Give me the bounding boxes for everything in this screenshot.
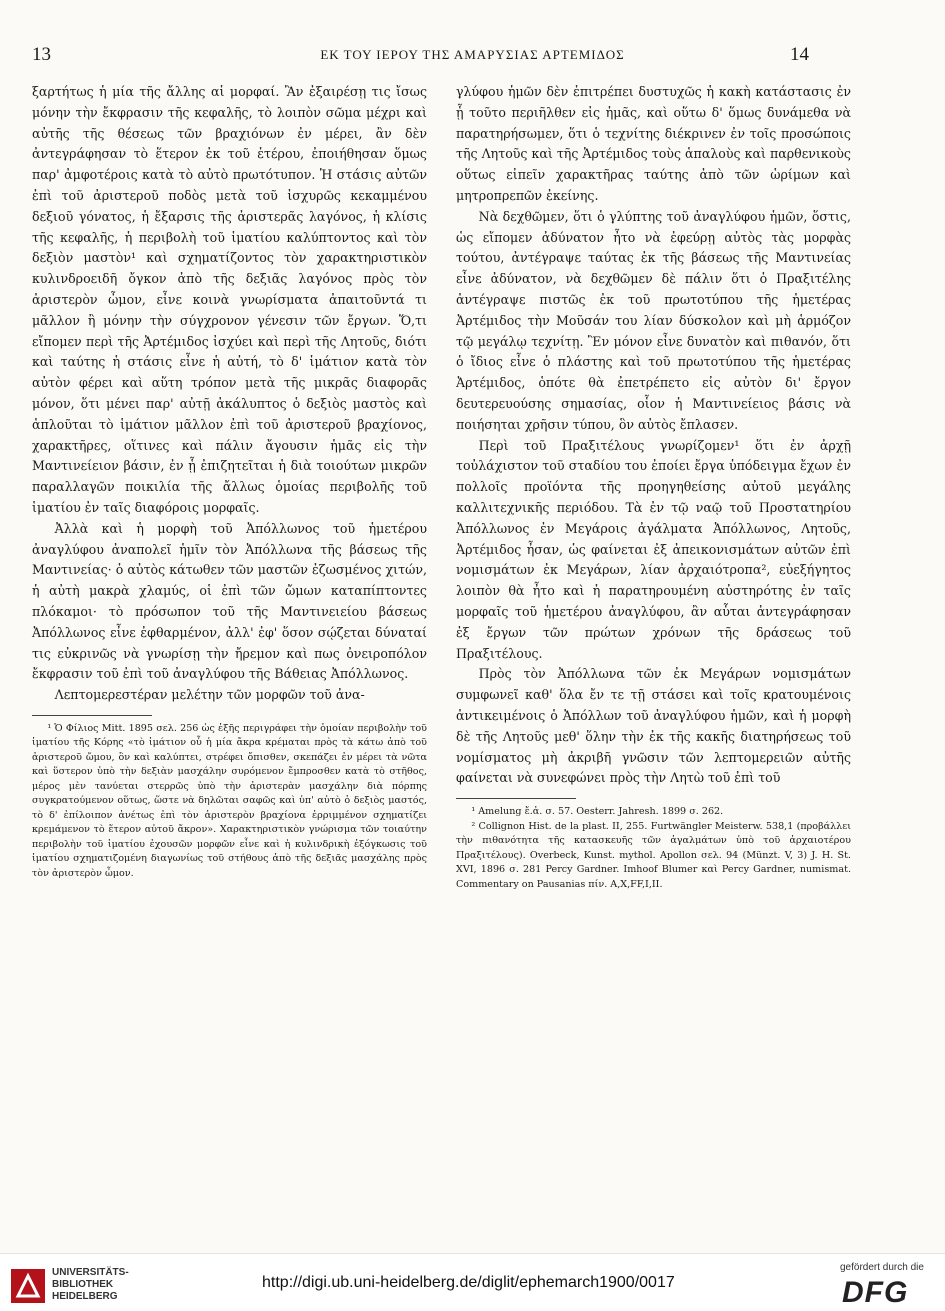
right-paragraph-3: Περὶ τοῦ Πραξιτέλους γνωρίζομεν¹ ὅτι ἐν ἀρχῇ τοὐλάχιστον τοῦ σταδίου του ἐποίει ἔργα ὑπόδειγμα ἔχων ἐν πολλοῖς προϊόντα τῆς προηγηθείσης αὐτοῦ μεγάλης καλλιτεχνικῆς περιόδου. Τὰ ἐν τῷ ναῷ τοῦ Προστατηρίου Ἀπόλλωνος ἐν Μεγάροις ἀγάλματα Ἀπόλλωνος, Λητοῦς, Ἀρτέμιδος ἦσαν, ὡς φαίνεται ἐξ ἀπεικονισμάτων αὐτῶν ἐπὶ νομισμάτων ἐκ Μεγάρων, λίαν ἀρχαιότροπα², εὐεξήγητος λοιπὸν θὰ ἦτο καὶ ἡ παρατηρουμένη αὐστηρότης ἐν ταῖς μορφαῖς τοῦ ἡμετέρου ἀναγλύφου, ἂν αὗται ἀντεγράφησαν ἐξ ἔργων τῶν πρώτων χρόνων τῆς δράσεως τοῦ Πραξιτέλους. bbox=[456, 437, 851, 661]
dfg-logo: DFG bbox=[842, 1276, 909, 1309]
left-footnote-1: ¹ Ὁ Φίλιος Mitt. 1895 σελ. 256 ὡς ἑξῆς περιγράφει τὴν ὁμοίαν περιβολὴν τοῦ ἱματίου τῆς Κόρης «τὸ ἱμάτιον οὗ ἡ μία ἄκρα κρέμαται πρὸς τὰ κάτω ἀπὸ τοῦ ἀριστεροῦ ὤμου, ὃν καὶ καλύπτει, στρέφει ὄπισθεν, σκεπάζει ἐν μέρει τὰ νῶτα καὶ ὕστερον ὑπὸ τὴν δεξιὰν μασχάλην συρόμενον ἔμπροσθεν κατὰ τὸ στῆθος, μέρος μὲν τανύεται στερρῶς ὑπὸ τὴν ἀριστερὰν μασχάλην διὰ πόρπης συγκρατούμενον οὕτως, ὥστε νὰ δηλῶται σαφῶς καὶ ὑπ' αὐτὸ ὁ δεξιὸς μαστός, τὸ δ' ἐπίλοιπον ἀνέτως ἐπὶ τὸν ἀριστερὸν βραχίονα ἐρριμμένον σχηματίζει κρεμάμενον τὸ ἕτερον αὐτοῦ ἄκρον». Χαρακτηριστικὸν γνώρισμα τῶν τοιαύτην περιβολὴν τοῦ ἱματίου ἐχουσῶν μορφῶν εἶνε καὶ ἡ κυλινδρικὴ ἐξόγκωσις τοῦ ἱματίου σχηματιζομένη διαγωνίως τοῦ στήθους ἀπὸ τῆς δεξιᾶς μασχάλης πρὸς τὸν ἀριστερὸν ὦμον. bbox=[32, 722, 427, 879]
library-name: UNIVERSITÄTS- BIBLIOTHEK HEIDELBERG bbox=[52, 1267, 129, 1302]
left-paragraph-2: Ἀλλὰ καὶ ἡ μορφὴ τοῦ Ἀπόλλωνος τοῦ ἡμετέρου ἀναγλύφου ἀναπολεῖ ἡμῖν τὸν Ἀπόλλωνα τῆς βάσεως τῆς Μαντινείας· ὁ αὐτὸς κάτωθεν τῶν μαστῶν ἐζωσμένος χιτών, ἡ αὐτὴ μακρὰ χλαμύς, οἱ ἐπὶ τῶν ὤμων καταπίπτοντες πλόκαμοι· τὸ πρόσωπον τοῦ τῆς Μαντινειείου βάσεως Ἀπόλλωνος εἶνε ἐφθαρμένον, ἀλλ' ἐφ' ὅσον σῴζεται δύναταί τις εὐκρινῶς νὰ γνωρίσῃ τὴν ἤρεμον καὶ πως ὀνειροπόλον ἔκφρασιν τοῦ ἐπὶ τοῦ ἀναγλύφου τῆς Βάθειας Ἀπόλλωνος. bbox=[32, 520, 427, 682]
left-column bbox=[32, 82, 427, 881]
right-column bbox=[456, 82, 851, 892]
funded-by-label: gefördert durch die bbox=[840, 1262, 924, 1273]
footnote-divider bbox=[32, 715, 152, 716]
viewer-footer bbox=[0, 1253, 945, 1311]
left-paragraph-1: ξαρτήτως ἡ μία τῆς ἄλλης αἱ μορφαί. Ἂν ἐξαιρέσῃ τις ἴσως μόνην τὴν ἔκφρασιν τῆς κεφαλῆς, τὸ λοιπὸν σῶμα μέχρι καὶ αὐτῆς τῆς θέσεως τῶν βραχιόνων ἐν μέρει, ἂν δὲν ἀντεγράφησαν τὸ ἕτερον ἐκ τοῦ ἑτέρου, ἐποιήθησαν ὅμως παρ' ἀμφοτέροις κατὰ τὸ αὐτὸ πρωτότυπον. Ἡ στάσις αὐτῶν ἐπὶ τοῦ ἀριστεροῦ ποδὸς μετὰ τοῦ ἰσχυρῶς κεκαμμένου δεξιοῦ γόνατος, ἡ ἔξαρσις τῆς ἀριστερᾶς λαγόνος, ἡ κλίσις τῆς κεφαλῆς, ἡ περιβολὴ τοῦ ἱματίου καλύπτοντος καὶ τὸν δεξιὸν μαστὸν¹ καὶ σχηματίζοντος τὸν χαρακτηριστικὸν κυλινδροειδῆ ὄγκον ἀπὸ τῆς δεξιᾶς λαγόνος πρὸς τὸν ἀριστερὸν ὦμον, εἶνε κοινὰ γνωρίσματα ἀπαιτοῦντά τι μᾶλλον ἢ μόνην τὴν σύγχρονον γένεσιν τῶν ἔργων. Ὅ,τι εἴπομεν περὶ τῆς Ἀρτέμιδος ἰσχύει καὶ περὶ τῆς Λητοῦς, διότι καὶ ταύτης ἡ στάσις εἶνε ἡ αὐτή, τὸ δ' ἱμάτιον κατὰ τὸν αὐτὸν φέρει καὶ αὕτη τρόπον μετὰ τῆς μικρᾶς διαφορᾶς μόνον, ὅτι μένει παρ' αὐτῇ ἀκάλυπτος ὁ δεξιὸς μαστὸς καὶ ἁπλοῦται τὸ ἱμάτιον μᾶλλον ἐπὶ τοῦ ἀριστεροῦ βραχίονος, χαρακτῆρες, οἵτινες καὶ πάλιν ἄγουσιν ἡμᾶς εἰς τὴν Μαντινείειον βάσιν, ἐν ᾗ ἐπιζητεῖται ἡ διὰ τοιούτων μικρῶν παραλλαγῶν ποικιλία τῆς ἄλλως ὁμοίας περιβολῆς τοῦ ἱματίου ἐν ταῖς διαφόροις μορφαῖς. bbox=[32, 84, 427, 515]
right-paragraph-4: Πρὸς τὸν Ἀπόλλωνα τῶν ἐκ Μεγάρων νομισμάτων συμφωνεῖ καθ' ὅλα ἔν τε τῇ στάσει καὶ τοῖς κρατουμένοις ἀντικειμένοις ὁ Ἀπόλλων τοῦ ἀναγλύφου ἡμῶν, καὶ ἡ μορφὴ δὲ τῆς Λητοῦς μεθ' ὅλην τὴν ἐκ τῆς κακῆς διατηρήσεως τοῦ νομίσματος μὴ ἀκριβῆ γνῶσιν τῶν λεπτομερειῶν αὐτῆς φαίνεται νὰ συνεφώνει πρὸς τὴν Λητὼ τοῦ ἐπὶ τοῦ bbox=[456, 666, 851, 786]
document-url-link[interactable]: http://digi.ub.uni-heidelberg.de/diglit/ephemarch1900/0017 bbox=[262, 1274, 675, 1291]
left-paragraph-3: Λεπτομερεστέραν μελέτην τῶν μορφῶν τοῦ ἀνα- bbox=[54, 687, 365, 703]
right-footnote-2: ² Collignon Hist. de la plast. II, 255. Furtwängler Meisterw. 538,1 (προβάλλει τὴν πιθανότητα τῆς κατασκευῆς τῶν ἀγαλμάτων ὑπὸ τοῦ ἀρχαιοτέρου Πραξιτέλους). Overbeck, Kunst. mythol. Apollon σελ. 94 (Münzt. V, 3) J. H. St. XVI, 1896 σ. 281 Percy Gardner. Imhoof Blumer καὶ Percy Gardner, numismat. Commentary on Pausanias πίν. A,X,FF,I,II. bbox=[456, 820, 851, 890]
footnote-divider bbox=[456, 798, 576, 799]
university-seal-icon bbox=[10, 1268, 46, 1304]
running-header bbox=[0, 44, 945, 74]
page-number-left: 13 bbox=[32, 44, 51, 65]
running-title: ΕΚ ΤΟΥ ΙΕΡΟΥ ΤΗΣ ΑΜΑΡΥΣΙΑΣ ΑΡΤΕΜΙΔΟΣ bbox=[320, 47, 625, 62]
right-footnote-1: ¹ Amelung ἔ.ἀ. σ. 57. Oesterr. Jahresh. 1899 σ. 262. bbox=[471, 806, 724, 818]
right-paragraph-2: Νὰ δεχθῶμεν, ὅτι ὁ γλύπτης τοῦ ἀναγλύφου ἡμῶν, ὅστις, ὡς εἴπομεν ἀδύνατον ἦτο νὰ ἐφεύρῃ αὐτὸς τὰς μορφὰς τούτου, ἀντέγραψε ταύτας ἐκ τῆς βάσεως τῆς Μαντινείας εἶνε ἀδύνατον, νὰ δεχθῶμεν δὲ πάλιν ὅτι ὁ Πραξιτέλης ἀντέγραψε πιστῶς ἐκ τοῦ πρωτοτύπου τῆς ἡμετέρας Ἀρτέμιδος τὴν Μοῦσάν του λίαν δύσκολον καὶ μὴ ἁρμόζον τῷ μεγάλῳ τεχνίτῃ. Ἓν μόνον εἶνε δυνατὸν καὶ πιθανόν, ὅτι ὁ ἴδιος εἶνε ὁ πλάστης καὶ τοῦ πρωτοτύπου τῆς ἡμετέρας Ἀρτέμιδος, ὁπότε θὰ ἐπετρέπετο εἰς αὐτὸν δι' ἔργον δευτερευούσης σημασίας, οἷον ἡ Μαντινείειος βάσις νὰ ποιήσηται χρῆσιν τύπου, ὃν αὐτὸς ἔπλασεν. bbox=[456, 208, 851, 432]
page-number-right: 14 bbox=[790, 44, 809, 65]
right-paragraph-1: γλύφου ἡμῶν δὲν ἐπιτρέπει δυστυχῶς ἡ κακὴ κατάστασις ἐν ᾗ τοῦτο περιῆλθεν εἰς ἡμᾶς, καὶ οὕτω δ' ὅμως δυνάμεθα νὰ παρατηρήσωμεν, ὅτι ὁ τεχνίτης διέκρινεν ἐν τοῖς προσώποις τῆς Λητοῦς καὶ τῆς Ἀρτέμιδος τοὺς ἁπαλοὺς καὶ παρθενικοὺς οὕτως εἰπεῖν χαρακτῆρας ταύτης ἀπὸ τῶν ὡρίμων καὶ μητροπρεπῶν ἐκείνης. bbox=[456, 84, 851, 203]
